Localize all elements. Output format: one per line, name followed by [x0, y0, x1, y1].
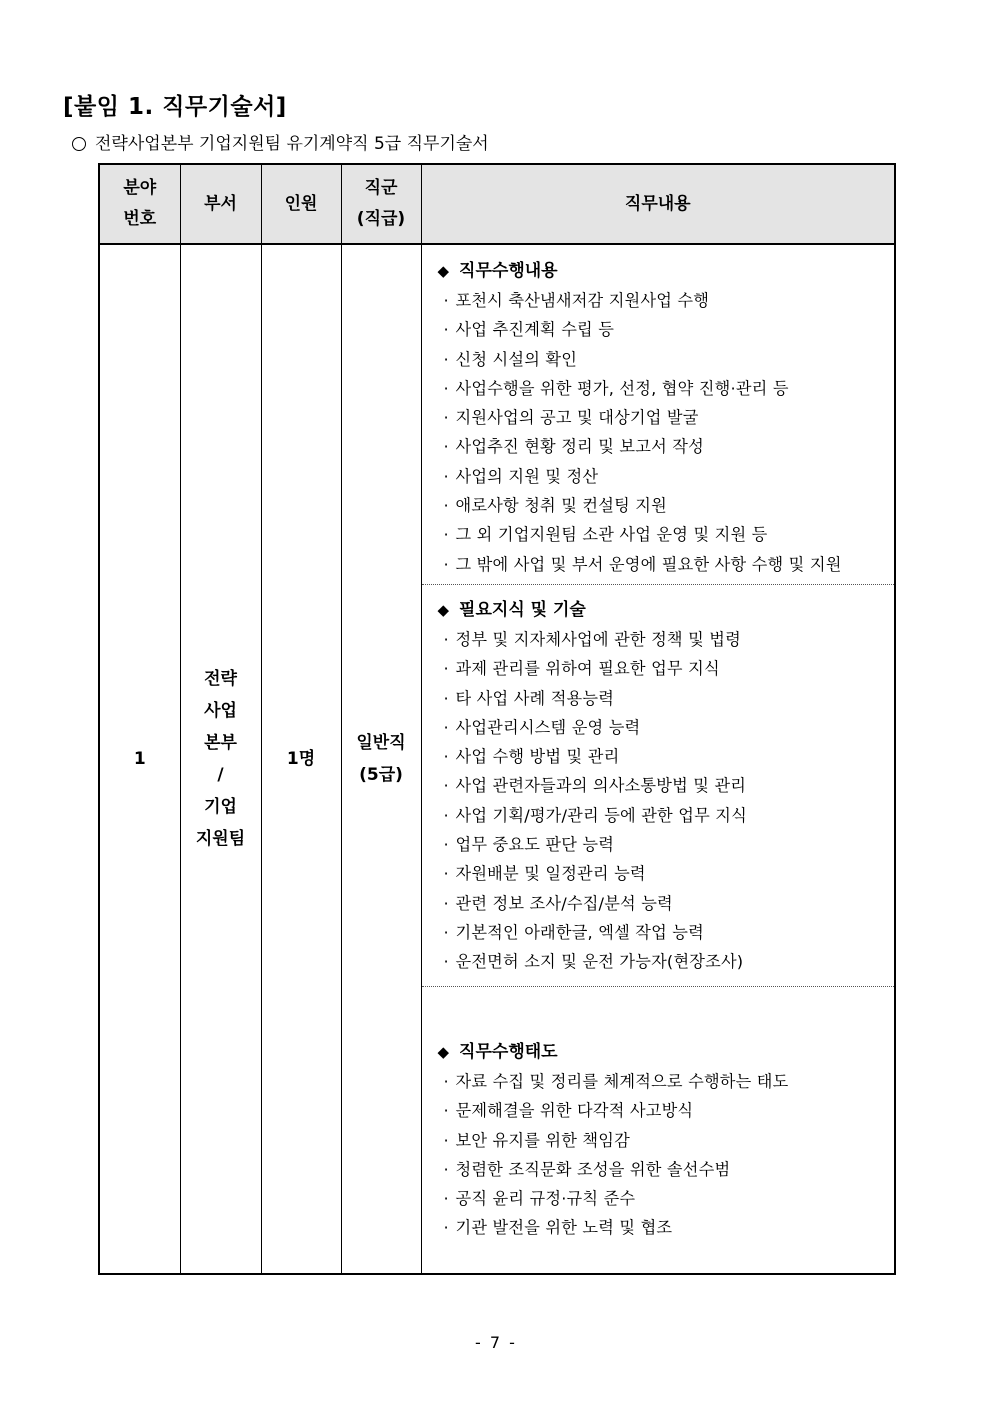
list-item: [444, 432, 889, 461]
item-marker: ·: [443, 864, 449, 884]
item-text: 신청 시설의 확인: [455, 349, 578, 369]
item-marker: ·: [443, 1072, 449, 1091]
attitude-list: [438, 1067, 889, 1243]
list-item: [444, 859, 889, 888]
section-heading: [438, 256, 889, 286]
item-marker: ·: [443, 630, 449, 649]
header-department: 부서: [180, 164, 261, 244]
item-text: 애로사항 청취 및 컨설팅 지원: [455, 496, 667, 516]
item-marker: ·: [443, 1218, 449, 1238]
list-item: [444, 1126, 889, 1155]
list-item: [444, 625, 889, 654]
item-marker: ·: [443, 688, 449, 708]
item-text: 사업추진 현황 정리 및 보고서 작성: [455, 437, 704, 457]
cell-duties: [421, 244, 895, 1274]
item-marker: ·: [443, 659, 449, 679]
item-marker: ·: [443, 776, 449, 796]
cell-field-no: 1: [99, 244, 180, 1274]
circle-bullet-icon: [72, 137, 86, 151]
item-text: 그 외 기업지원팀 소관 사업 운영 및 지원 등: [455, 525, 768, 545]
item-marker: ·: [443, 291, 449, 310]
list-item: [444, 684, 889, 713]
item-marker: ·: [443, 893, 449, 913]
list-item: [444, 1184, 889, 1213]
item-marker: ·: [443, 320, 449, 340]
section-heading: [438, 1037, 889, 1067]
section-required-skills: [422, 585, 895, 987]
item-marker: ·: [443, 525, 449, 545]
department-line: 지원팀: [195, 828, 246, 849]
section-job-duties: [422, 245, 895, 585]
header-duties: 직무내용: [421, 164, 895, 244]
list-item: [444, 1155, 889, 1184]
item-text: 사업수행을 위한 평가, 선정, 협약 진행·관리 등: [455, 378, 789, 398]
item-marker: ·: [443, 378, 449, 398]
list-item: [444, 1067, 889, 1096]
list-item: [444, 374, 889, 403]
section-heading-text: 직무수행태도: [459, 1042, 558, 1062]
item-text: 청렴한 조직문화 조성을 위한 솔선수범: [455, 1159, 731, 1179]
diamond-bullet-icon: ◆: [437, 601, 450, 619]
item-text: 사업 기획/평가/관리 등에 관한 업무 지식: [455, 805, 747, 825]
document-title: [붙임 1. 직무기술서]: [63, 94, 287, 120]
header-position: [341, 164, 421, 244]
header-field-no-line2: 번호: [123, 209, 157, 229]
section-heading-text: 직무수행내용: [459, 261, 558, 281]
department-line: 사업: [204, 700, 237, 721]
department-line: 전략: [204, 668, 237, 689]
item-text: 보안 유지를 위한 책임감: [455, 1130, 630, 1150]
item-text: 관련 정보 조사/수집/분석 능력: [455, 893, 673, 913]
item-text: 사업 수행 방법 및 관리: [455, 747, 620, 767]
item-text: 그 밖에 사업 및 부서 운영에 필요한 사항 수행 및 지원: [455, 554, 842, 574]
item-marker: ·: [443, 1189, 449, 1209]
department-line: /: [217, 764, 224, 785]
list-item: [444, 889, 889, 918]
item-text: 문제해결을 위한 다각적 사고방식: [455, 1101, 694, 1121]
list-item: [444, 742, 889, 771]
diamond-bullet-icon: ◆: [437, 1043, 450, 1061]
list-item: [444, 830, 889, 859]
item-marker: ·: [443, 1159, 449, 1179]
item-text: 과제 관리를 위하여 필요한 업무 지식: [455, 659, 720, 679]
header-field-no-line1: 분야: [123, 178, 157, 198]
item-text: 운전면허 소지 및 운전 가능자(현장조사): [455, 952, 744, 972]
list-item: [444, 286, 889, 315]
item-marker: ·: [443, 717, 449, 737]
section-work-attitude: [422, 987, 895, 1273]
section-bottom-spacer: [438, 1243, 889, 1273]
item-text: 기관 발전을 위한 노력 및 협조: [455, 1218, 673, 1238]
page-number: - 7 -: [475, 1333, 517, 1352]
item-text: 자료 수집 및 정리를 체계적으로 수행하는 태도: [455, 1072, 789, 1091]
list-item: [444, 462, 889, 491]
item-marker: ·: [443, 437, 449, 457]
item-text: 지원사업의 공고 및 대상기업 발굴: [455, 408, 699, 428]
position-line: 일반직: [356, 732, 406, 753]
subtitle-text: 전략사업본부 기업지원팀 유기계약직 5급 직무기술서: [95, 134, 489, 154]
item-text: 포천시 축산냄새저감 지원사업 수행: [455, 291, 710, 310]
table-row: [99, 244, 895, 1274]
item-marker: ·: [443, 408, 449, 428]
item-marker: ·: [443, 466, 449, 486]
header-position-line2: (직급): [356, 209, 406, 229]
header-position-line1: 직군: [364, 178, 398, 198]
table-header-row: [99, 164, 895, 244]
list-item: [444, 491, 889, 520]
cell-headcount: 1명: [261, 244, 341, 1274]
position-line: (5급): [359, 764, 403, 785]
list-item: [444, 918, 889, 947]
list-item: [444, 801, 889, 830]
job-description-table: [98, 163, 896, 1275]
header-field-no: [99, 164, 180, 244]
item-text: 공직 윤리 규정·규칙 준수: [455, 1189, 636, 1209]
item-text: 자원배분 및 일정관리 능력: [455, 864, 646, 884]
item-text: 사업 관련자들과의 의사소통방법 및 관리: [455, 776, 747, 796]
item-marker: ·: [443, 1101, 449, 1121]
item-marker: ·: [443, 496, 449, 516]
item-marker: ·: [443, 952, 449, 972]
list-item: [444, 1213, 889, 1242]
item-marker: ·: [443, 1130, 449, 1150]
section-heading-text: 필요지식 및 기술: [459, 600, 586, 620]
item-text: 타 사업 사례 적용능력: [455, 688, 615, 708]
item-marker: ·: [443, 747, 449, 767]
section-heading: [438, 595, 889, 625]
list-item: [444, 947, 889, 976]
item-text: 사업의 지원 및 정산: [455, 466, 599, 486]
item-marker: ·: [443, 349, 449, 369]
list-item: [444, 520, 889, 549]
item-text: 기본적인 아래한글, 엑셀 작업 능력: [455, 922, 704, 942]
list-item: [444, 771, 889, 800]
list-item: [444, 315, 889, 344]
item-text: 정부 및 지자체사업에 관한 정책 및 법령: [455, 630, 741, 649]
duty-list: [438, 286, 889, 579]
diamond-bullet-icon: ◆: [437, 262, 450, 280]
item-text: 사업 추진계획 수립 등: [455, 320, 615, 340]
cell-department: [180, 244, 261, 1274]
list-item: [444, 345, 889, 374]
department-line: 기업: [204, 796, 237, 817]
item-text: 사업관리시스템 운영 능력: [455, 717, 641, 737]
document-subtitle: [72, 129, 489, 154]
item-text: 업무 중요도 판단 능력: [455, 835, 615, 855]
department-line: 본부: [204, 732, 237, 753]
item-marker: ·: [443, 554, 449, 574]
header-headcount: 인원: [261, 164, 341, 244]
item-marker: ·: [443, 805, 449, 825]
list-item: [444, 1096, 889, 1125]
list-item: [444, 654, 889, 683]
cell-position: [341, 244, 421, 1274]
list-item: [444, 550, 889, 579]
skill-list: [438, 625, 889, 977]
list-item: [444, 713, 889, 742]
item-marker: ·: [443, 835, 449, 855]
list-item: [444, 403, 889, 432]
item-marker: ·: [443, 922, 449, 942]
